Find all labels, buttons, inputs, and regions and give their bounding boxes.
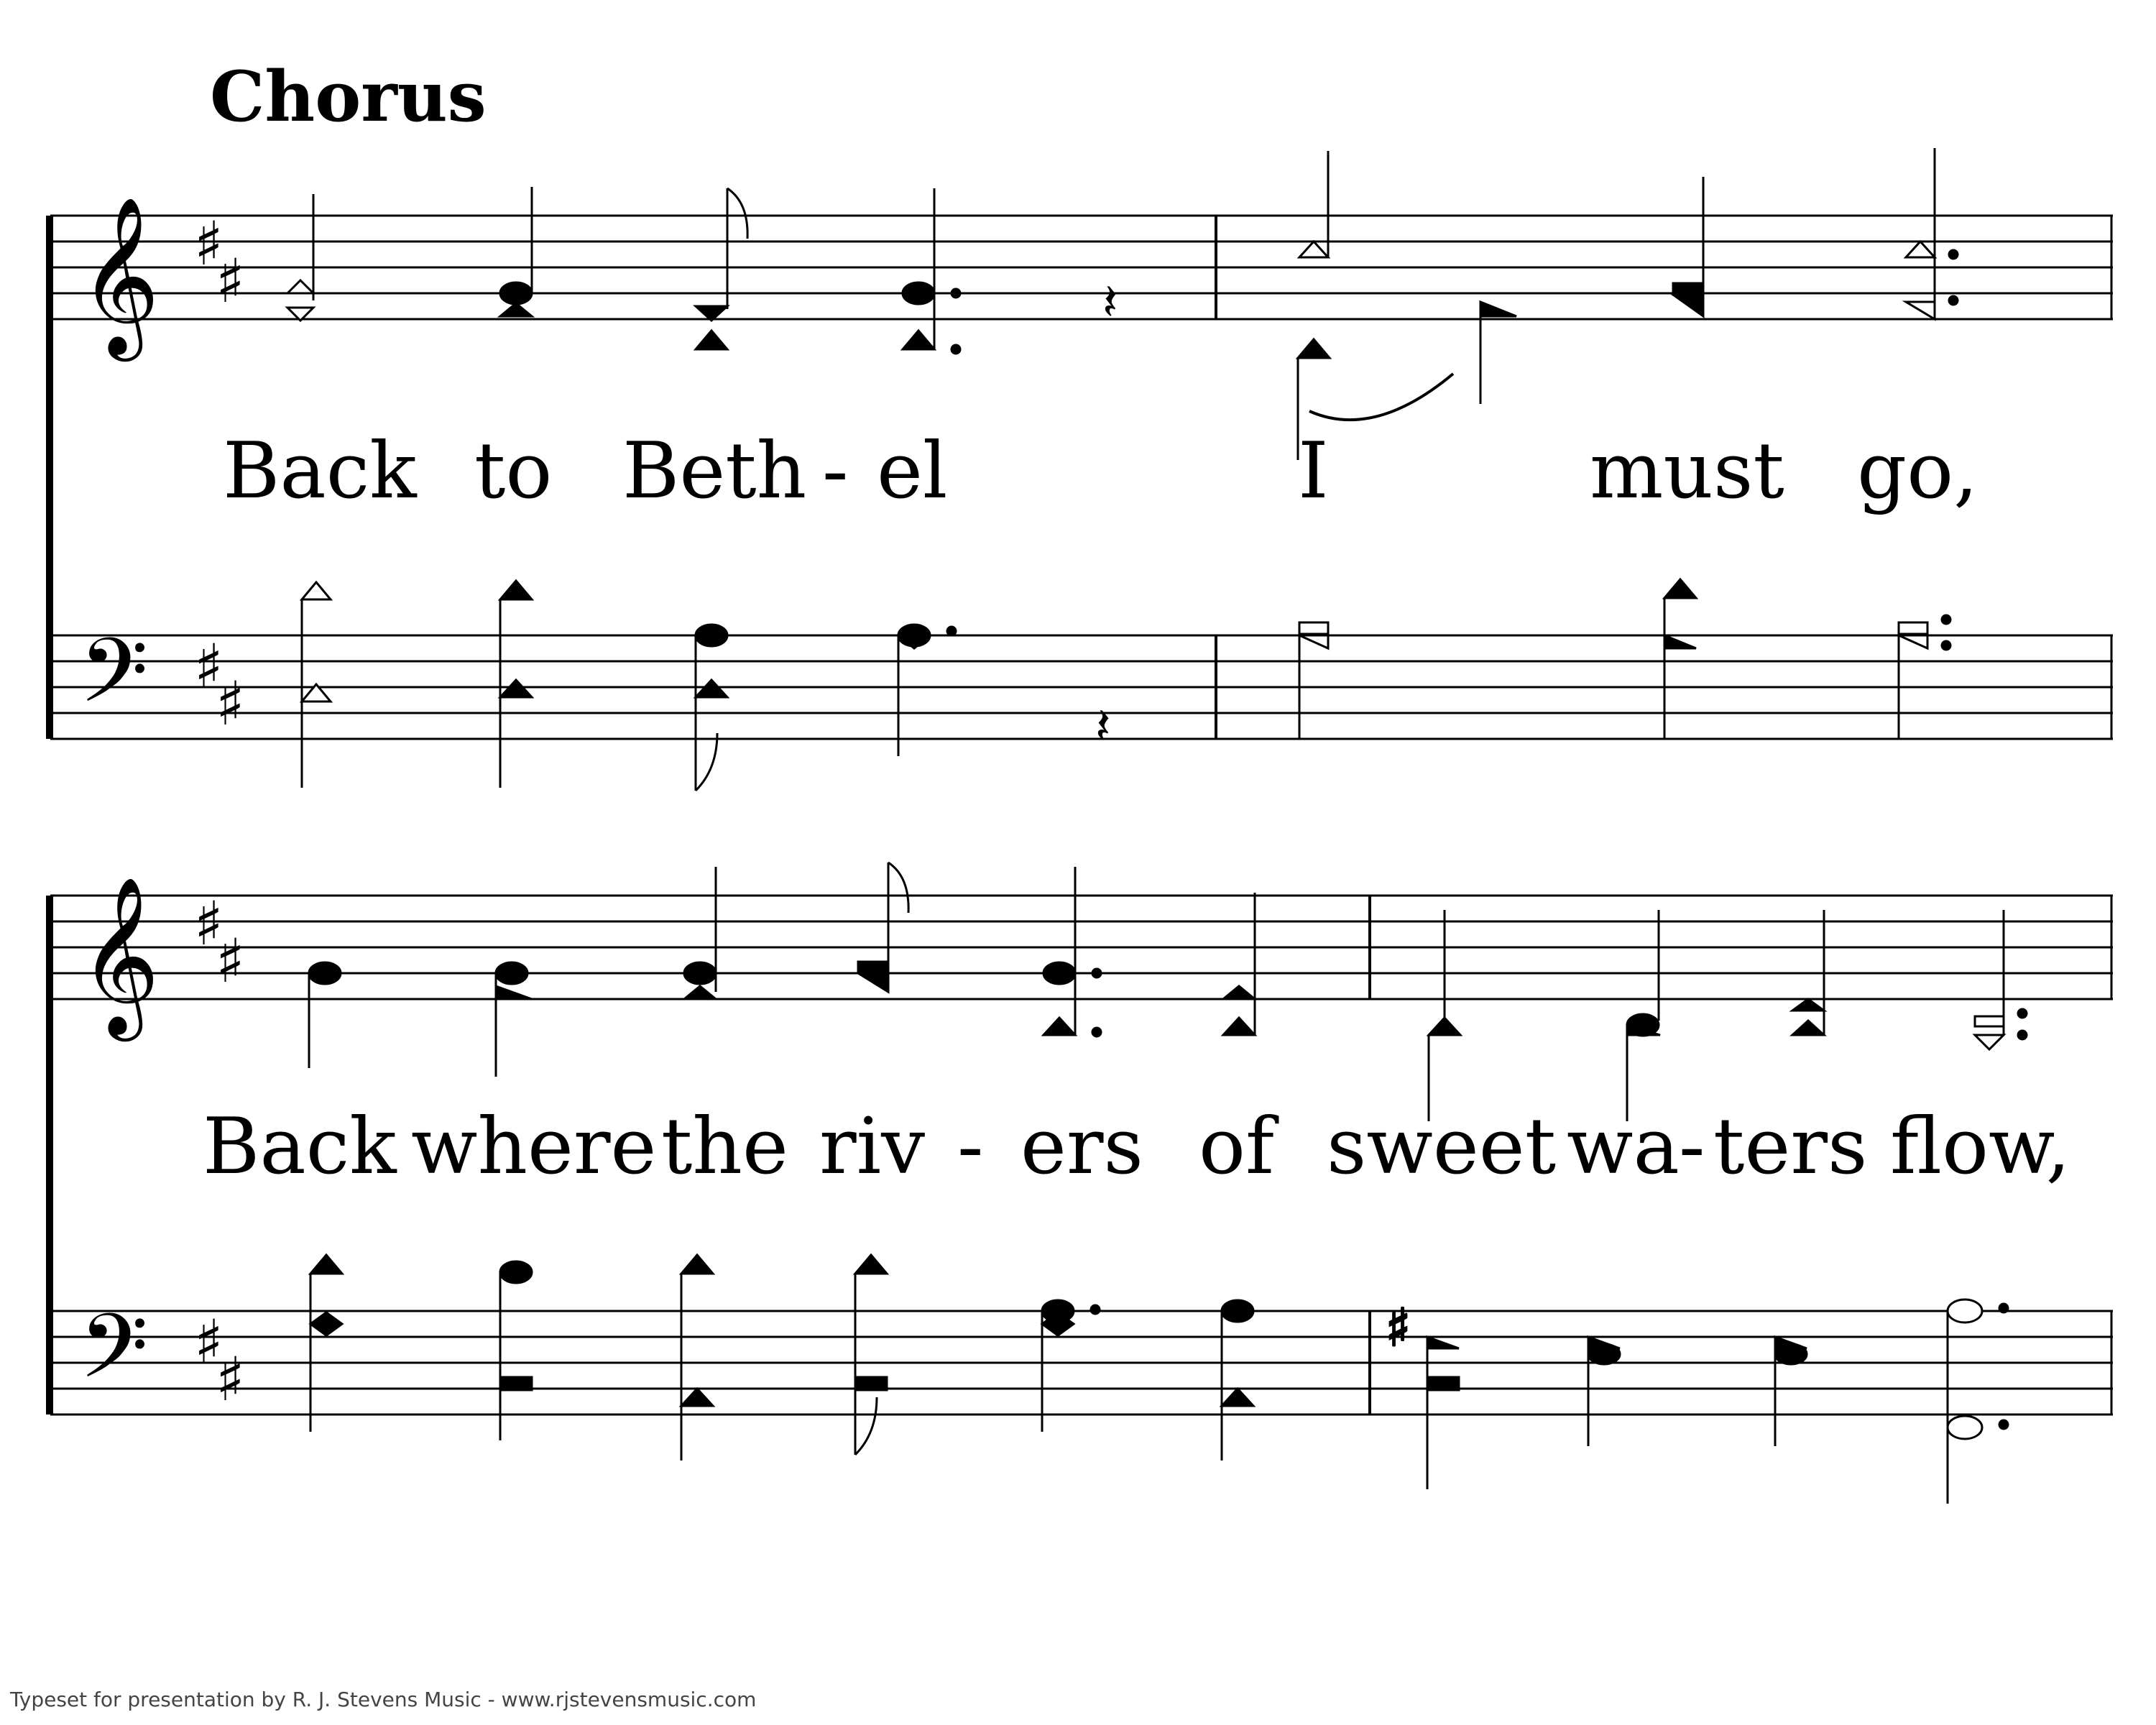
lyric-syllable: of (1199, 1102, 1274, 1192)
lyric-syllable: flow, (1890, 1102, 2071, 1192)
note-head (1223, 986, 1255, 999)
bass-notes-2 (310, 1255, 2008, 1504)
note-head (855, 1377, 887, 1390)
bass-clef-icon: 𝄢 (79, 1295, 149, 1420)
note-head (684, 962, 716, 984)
note-head (1906, 242, 1935, 257)
sharp-icon: ♯ (194, 631, 224, 702)
note-head (1906, 302, 1935, 319)
note-head (1588, 1344, 1620, 1364)
note-head (903, 282, 934, 304)
note-head (1673, 295, 1703, 316)
note-head (309, 962, 341, 984)
note-head (1673, 283, 1703, 295)
note-head (1480, 302, 1516, 316)
note-head (1298, 339, 1330, 358)
sharp-icon: ♯ (216, 246, 245, 316)
note-head (1975, 1035, 2004, 1049)
note-head (1792, 1021, 1824, 1035)
lyric-syllable: riv (819, 1102, 926, 1192)
lyric-syllable: the (661, 1102, 788, 1192)
rest-icon: 𝄽 (1102, 272, 1118, 331)
note-head (1044, 962, 1075, 984)
footer-credit: Typeset for presentation by R. J. Stevens Music - www.rjstevensmusic.com (10, 1688, 757, 1711)
dot (1091, 1305, 1100, 1314)
bass-staff-1 (50, 635, 2113, 739)
sharp-icon: ♯ (1386, 1297, 1411, 1358)
lyric-syllable: ers (1021, 1102, 1143, 1192)
note-head (903, 331, 934, 349)
note-head (858, 962, 888, 973)
note-head (684, 986, 716, 999)
dot (1942, 615, 1950, 624)
sharp-icon: ♯ (216, 926, 245, 996)
note-head (1222, 1300, 1253, 1322)
lyric-syllable: - (822, 426, 849, 516)
dot (1999, 1304, 2008, 1312)
lyric-syllable: el (877, 426, 948, 516)
treble-clef-icon: 𝄞 (79, 875, 160, 1034)
dot (947, 627, 956, 635)
treble-notes-2 (309, 862, 2027, 1121)
lyric-syllable: where (411, 1102, 657, 1192)
note-head (500, 1377, 532, 1390)
bass-staff-2 (50, 1311, 2113, 1414)
note-head (858, 973, 888, 992)
note-flag (855, 1397, 877, 1455)
note-flag (727, 188, 747, 239)
note-head (1223, 1018, 1255, 1035)
lyrics-line-2 (203, 1102, 2070, 1192)
note-head (1948, 1416, 1982, 1439)
lyric-syllable: sweet (1327, 1102, 1557, 1192)
note-head (302, 582, 331, 599)
dot (952, 345, 960, 354)
lyric-syllable: wa (1567, 1102, 1680, 1192)
dot (952, 289, 960, 298)
lyric-syllable: - (1679, 1102, 1705, 1192)
dot (1092, 1028, 1101, 1036)
sharp-icon: ♯ (194, 208, 224, 279)
note-head (500, 282, 532, 304)
note-flag (888, 862, 908, 913)
lyric-syllable: Back (203, 1102, 397, 1192)
note-head (1775, 1344, 1807, 1364)
note-flag (696, 733, 717, 791)
note-head (1899, 635, 1927, 648)
note-head (1299, 242, 1328, 257)
lyric-syllable: go, (1857, 426, 1978, 516)
lyric-syllable: I (1298, 426, 1329, 516)
note-head (1427, 1337, 1459, 1348)
note-head (681, 1389, 713, 1406)
dot (1092, 969, 1101, 978)
note-head (500, 680, 532, 697)
sharp-icon: ♯ (216, 668, 245, 739)
lyric-syllable: Back (223, 426, 417, 516)
treble-clef-icon: 𝄞 (79, 196, 160, 354)
bass-notes-1 (302, 579, 1950, 791)
note-head (1222, 1389, 1253, 1406)
dot (2018, 1009, 2027, 1018)
dot (2018, 1031, 2027, 1039)
treble-staff-1 (50, 216, 2113, 319)
rest-icon: 𝄽 (1095, 696, 1111, 755)
sharp-icon: ♯ (194, 888, 224, 959)
system-bracket (46, 216, 53, 739)
note-head (696, 331, 727, 349)
note-head (1899, 622, 1927, 634)
note-head (696, 680, 727, 697)
note-head (496, 986, 532, 999)
note-head (1664, 635, 1696, 648)
note-head (1792, 999, 1824, 1011)
lyric-syllable: Beth (622, 426, 807, 516)
lyric-syllable: - (957, 1102, 984, 1192)
slur (1309, 374, 1453, 420)
note-head (1299, 635, 1328, 648)
treble-notes-1 (287, 148, 1958, 460)
dot (1942, 641, 1950, 650)
note-head (696, 625, 727, 646)
lyric-syllable: must (1590, 426, 1784, 516)
note-head (287, 280, 313, 293)
lyric-syllable: to (474, 426, 553, 516)
sharp-icon: ♯ (194, 1307, 224, 1377)
lyric-syllable: ters (1713, 1102, 1868, 1192)
note-head (1975, 1016, 2004, 1026)
note-head (310, 1312, 342, 1335)
dot (1949, 250, 1958, 259)
note-head (1948, 1300, 1982, 1322)
system-bracket (46, 896, 53, 1414)
bass-clef-icon: 𝄢 (79, 620, 149, 745)
note-head (496, 962, 528, 984)
note-head (1427, 1377, 1459, 1390)
note-head (681, 1255, 713, 1274)
note-head (310, 1255, 342, 1274)
sharp-icon: ♯ (216, 1344, 245, 1414)
note-head (855, 1255, 887, 1274)
dot (1949, 296, 1958, 305)
note-head (500, 303, 532, 316)
note-head (500, 1261, 532, 1283)
dot (1999, 1420, 2008, 1429)
treble-staff-2 (50, 896, 2113, 999)
note-head (1044, 1018, 1075, 1035)
note-head (1664, 579, 1696, 598)
lyrics-line-1 (223, 426, 1978, 516)
note-head (1299, 622, 1328, 634)
section-title: Chorus (210, 56, 487, 137)
note-head (500, 581, 532, 599)
